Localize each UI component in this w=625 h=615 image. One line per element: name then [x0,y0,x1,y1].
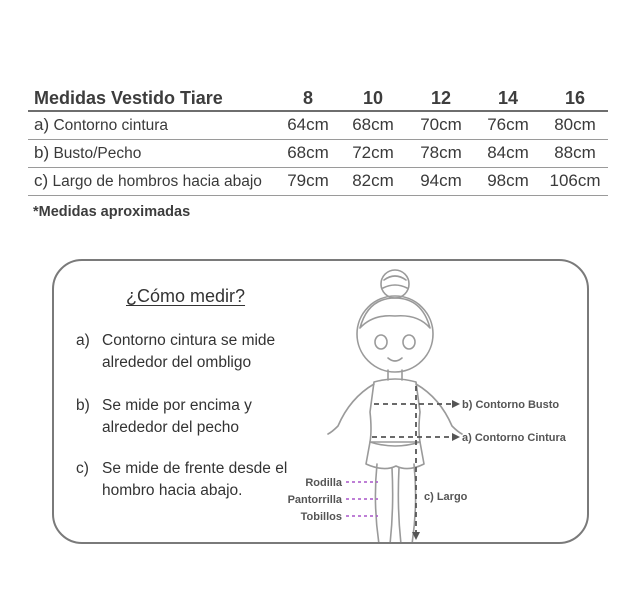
hair-fringe [360,298,430,328]
hair-bun-detail [383,276,407,288]
ankle-label: Tobillos [300,511,342,523]
table-row [28,111,608,139]
table-cell: 94cm [408,167,474,195]
smile [388,358,402,361]
table-cell: 70cm [408,111,474,139]
instruction-letter: c) [76,460,89,477]
bust-label: b) Contorno Busto [462,399,560,411]
table-title: Medidas Vestido Tiare [28,86,278,111]
size-header: 10 [338,86,408,111]
instruction-letter: b) [76,397,90,414]
length-label: c) Largo [424,491,468,503]
instruction-text: Contorno cintura se mide alrededor del ombligo [102,332,276,371]
size-table [28,86,608,196]
left-eye [375,335,387,349]
table-cell: 106cm [542,167,608,195]
table-row [28,139,608,167]
size-header: 14 [474,86,542,111]
table-cell: 98cm [474,167,542,195]
table-row [28,167,608,195]
instruction-item [76,458,306,502]
instruction-text: Se mide por encima y alrededor del pecho [102,397,252,436]
table-cell: 64cm [278,111,338,139]
hair-bun-icon [381,270,409,298]
torso-icon [370,379,420,442]
knee-label: Rodilla [305,477,342,489]
table-cell: 68cm [278,139,338,167]
instruction-text: Se mide de frente desde el hombro hacia abajo. [102,460,288,499]
table-cell: 82cm [338,167,408,195]
table-cell: 79cm [278,167,338,195]
table-cell: 72cm [338,139,408,167]
table-cell: 88cm [542,139,608,167]
legs-icon [375,464,415,542]
size-header: 12 [408,86,474,111]
size-header: 16 [542,86,608,111]
table-cell: 76cm [474,111,542,139]
table-cell: 80cm [542,111,608,139]
row-label: b) Busto/Pecho [28,139,278,167]
footnote: *Medidas aproximadas [33,204,191,220]
table-cell: 84cm [474,139,542,167]
waist-label: a) Contorno Cintura [462,432,566,444]
instruction-item [76,395,306,439]
howto-title: ¿Cómo medir? [126,286,246,306]
table-cell: 68cm [338,111,408,139]
row-label: c) Largo de hombros hacia abajo [28,167,278,195]
calf-label: Pantorrilla [287,494,342,506]
size-header-row [28,86,608,111]
table-cell: 78cm [408,139,474,167]
shorts-icon [366,442,424,469]
row-label: a) Contorno cintura [28,111,278,139]
instruction-item [76,330,306,374]
child-measurement-illustration [280,262,580,542]
bust-arrow-icon [452,400,460,408]
waist-arrow-icon [452,433,460,441]
right-eye [403,335,415,349]
instruction-letter: a) [76,332,90,349]
arms-icon [328,384,462,434]
size-header: 8 [278,86,338,111]
